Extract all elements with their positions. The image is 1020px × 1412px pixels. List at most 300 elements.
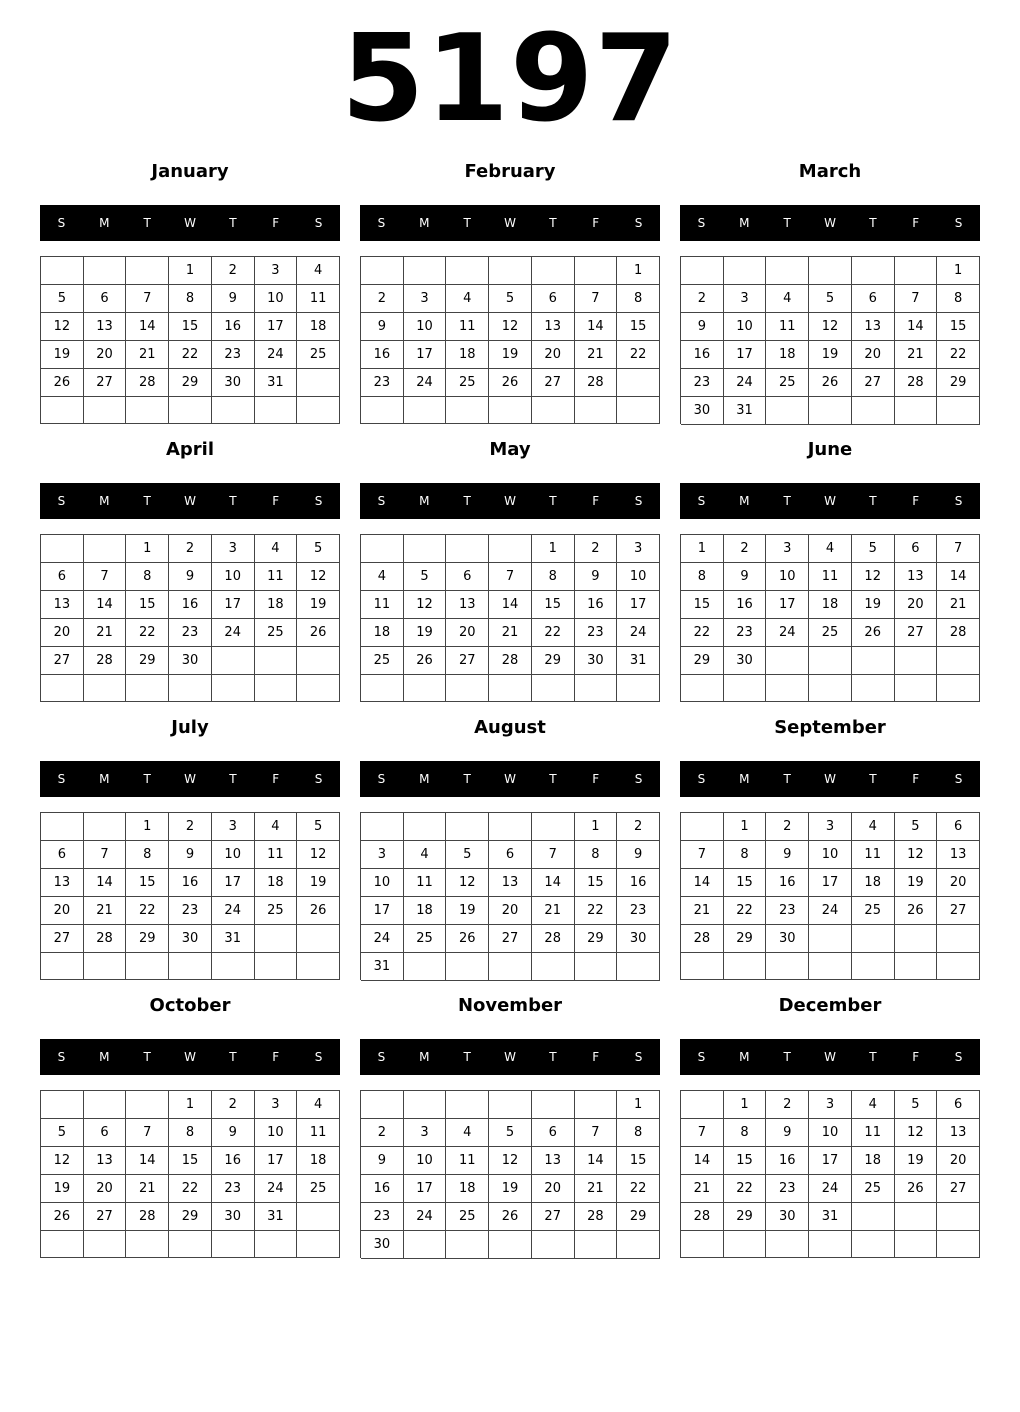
day-cell: 3 [809, 813, 852, 841]
day-cell: 19 [446, 897, 489, 925]
day-cell: 10 [809, 1119, 852, 1147]
weekday-label: T [869, 1050, 877, 1064]
day-cell: 13 [532, 313, 575, 341]
empty-cell [681, 257, 724, 285]
day-cell: 1 [724, 813, 767, 841]
day-cell: 19 [489, 1175, 532, 1203]
day-cell: 16 [212, 313, 255, 341]
day-cell: 2 [575, 535, 618, 563]
day-cell: 31 [255, 369, 298, 397]
day-cell: 13 [84, 313, 127, 341]
day-cell: 29 [937, 369, 980, 397]
day-cell: 12 [489, 313, 532, 341]
empty-cell [766, 397, 809, 425]
day-grid [40, 812, 340, 980]
empty-cell [297, 397, 340, 424]
empty-cell [489, 535, 532, 563]
day-cell: 21 [681, 1175, 724, 1203]
year-title: 5197 [341, 10, 679, 149]
day-cell: 15 [126, 591, 169, 619]
empty-cell [126, 1231, 169, 1258]
day-cell: 9 [361, 313, 404, 341]
empty-cell [532, 397, 575, 424]
day-cell: 26 [895, 897, 938, 925]
day-cell: 21 [126, 341, 169, 369]
day-cell: 9 [766, 1119, 809, 1147]
empty-cell [41, 535, 84, 563]
day-cell: 28 [575, 1203, 618, 1231]
empty-cell [297, 675, 340, 702]
day-cell: 24 [255, 341, 298, 369]
day-cell: 31 [809, 1203, 852, 1231]
empty-cell [489, 813, 532, 841]
day-cell: 31 [212, 925, 255, 953]
empty-cell [404, 257, 447, 285]
day-cell: 4 [255, 535, 298, 563]
day-cell: 23 [361, 369, 404, 397]
day-cell: 1 [724, 1091, 767, 1119]
day-cell: 10 [361, 869, 404, 897]
day-cell: 30 [169, 647, 212, 675]
weekday-label: W [184, 772, 196, 786]
weekday-label: S [314, 772, 323, 786]
empty-cell [84, 1091, 127, 1119]
day-cell: 6 [895, 535, 938, 563]
day-cell: 8 [169, 285, 212, 313]
weekday-label: W [824, 494, 836, 508]
day-grid [40, 1090, 340, 1258]
empty-cell [895, 1203, 938, 1231]
day-cell: 3 [361, 841, 404, 869]
day-cell: 4 [446, 1119, 489, 1147]
weekday-label: T [229, 772, 237, 786]
empty-cell [84, 397, 127, 424]
empty-cell [255, 397, 298, 424]
day-cell: 25 [361, 647, 404, 675]
empty-cell [532, 953, 575, 981]
day-cell: 2 [169, 813, 212, 841]
day-cell: 5 [404, 563, 447, 591]
empty-cell [895, 397, 938, 425]
day-cell: 19 [404, 619, 447, 647]
day-cell: 13 [84, 1147, 127, 1175]
day-cell: 20 [84, 341, 127, 369]
empty-cell [404, 1091, 447, 1119]
empty-cell [852, 953, 895, 980]
empty-cell [169, 675, 212, 702]
day-cell: 24 [361, 925, 404, 953]
day-cell: 22 [724, 897, 767, 925]
empty-cell [895, 925, 938, 953]
day-cell: 15 [937, 313, 980, 341]
day-cell: 30 [617, 925, 660, 953]
day-cell: 4 [297, 1091, 340, 1119]
day-cell: 27 [41, 647, 84, 675]
weekday-label: F [592, 494, 600, 508]
day-cell: 29 [532, 647, 575, 675]
day-cell: 3 [255, 257, 298, 285]
empty-cell [852, 675, 895, 702]
month-name: August [474, 717, 546, 738]
weekday-label: M [739, 494, 750, 508]
day-cell: 20 [446, 619, 489, 647]
day-cell: 2 [212, 257, 255, 285]
empty-cell [361, 397, 404, 424]
day-cell: 6 [489, 841, 532, 869]
day-cell: 30 [724, 647, 767, 675]
day-cell: 17 [255, 313, 298, 341]
day-cell: 5 [41, 1119, 84, 1147]
empty-cell [489, 397, 532, 424]
day-cell: 6 [852, 285, 895, 313]
weekday-label: M [739, 216, 750, 230]
day-cell: 25 [852, 1175, 895, 1203]
day-cell: 4 [446, 285, 489, 313]
day-cell: 19 [41, 1175, 84, 1203]
day-cell: 6 [446, 563, 489, 591]
day-cell: 23 [766, 1175, 809, 1203]
day-cell: 12 [41, 1147, 84, 1175]
empty-cell [41, 953, 84, 980]
month-name: November [457, 995, 563, 1016]
empty-cell [575, 1231, 618, 1259]
empty-cell [126, 1091, 169, 1119]
month-name: April [165, 439, 215, 460]
weekday-label: F [592, 1050, 600, 1064]
month-name: February [464, 161, 556, 182]
empty-cell [404, 535, 447, 563]
empty-cell [255, 953, 298, 980]
day-cell: 20 [41, 897, 84, 925]
day-cell: 4 [404, 841, 447, 869]
weekday-label: W [504, 494, 516, 508]
day-cell: 17 [724, 341, 767, 369]
day-grid [40, 534, 340, 702]
empty-cell [169, 953, 212, 980]
day-cell: 12 [446, 869, 489, 897]
weekday-label: S [57, 494, 66, 508]
day-cell: 18 [297, 1147, 340, 1175]
empty-cell [255, 1231, 298, 1258]
weekday-label: T [463, 216, 471, 230]
day-cell: 19 [489, 341, 532, 369]
weekday-label: M [99, 1050, 110, 1064]
day-cell: 3 [212, 813, 255, 841]
weekday-label: W [824, 772, 836, 786]
day-cell: 31 [617, 647, 660, 675]
day-cell: 10 [255, 1119, 298, 1147]
day-cell: 9 [724, 563, 767, 591]
day-cell: 5 [895, 1091, 938, 1119]
empty-cell [126, 257, 169, 285]
day-cell: 31 [255, 1203, 298, 1231]
day-cell: 30 [766, 1203, 809, 1231]
day-cell: 18 [404, 897, 447, 925]
day-cell: 3 [617, 535, 660, 563]
weekday-label: T [783, 216, 791, 230]
empty-cell [446, 813, 489, 841]
weekday-label: W [504, 216, 516, 230]
weekday-label: T [783, 772, 791, 786]
day-cell: 24 [212, 897, 255, 925]
day-cell: 28 [681, 1203, 724, 1231]
empty-cell [809, 675, 852, 702]
empty-cell [937, 675, 980, 702]
weekday-label: F [272, 772, 280, 786]
weekday-header [680, 205, 980, 241]
day-cell: 22 [937, 341, 980, 369]
day-cell: 27 [84, 369, 127, 397]
day-cell: 27 [532, 369, 575, 397]
empty-cell [41, 1091, 84, 1119]
day-cell: 28 [489, 647, 532, 675]
weekday-label: W [824, 216, 836, 230]
day-cell: 21 [489, 619, 532, 647]
day-cell: 12 [895, 1119, 938, 1147]
empty-cell [212, 647, 255, 675]
day-cell: 3 [766, 535, 809, 563]
day-cell: 13 [489, 869, 532, 897]
empty-cell [446, 1231, 489, 1259]
day-cell: 24 [766, 619, 809, 647]
day-cell: 17 [255, 1147, 298, 1175]
day-cell: 20 [937, 1147, 980, 1175]
day-cell: 14 [84, 869, 127, 897]
weekday-label: F [912, 1050, 920, 1064]
empty-cell [617, 675, 660, 702]
empty-cell [895, 647, 938, 675]
day-cell: 20 [489, 897, 532, 925]
day-cell: 3 [255, 1091, 298, 1119]
day-cell: 27 [532, 1203, 575, 1231]
day-cell: 14 [937, 563, 980, 591]
day-grid [680, 1090, 980, 1258]
day-cell: 26 [297, 619, 340, 647]
empty-cell [895, 257, 938, 285]
day-cell: 8 [681, 563, 724, 591]
day-cell: 26 [489, 369, 532, 397]
weekday-label: S [697, 494, 706, 508]
day-cell: 2 [361, 285, 404, 313]
day-cell: 16 [766, 1147, 809, 1175]
weekday-label: S [377, 494, 386, 508]
empty-cell [895, 953, 938, 980]
day-cell: 4 [852, 1091, 895, 1119]
day-cell: 18 [446, 341, 489, 369]
day-cell: 23 [212, 341, 255, 369]
empty-cell [212, 675, 255, 702]
day-cell: 6 [937, 813, 980, 841]
weekday-label: S [634, 772, 643, 786]
empty-cell [724, 257, 767, 285]
weekday-label: S [314, 216, 323, 230]
day-cell: 13 [41, 869, 84, 897]
day-cell: 21 [126, 1175, 169, 1203]
day-cell: 25 [297, 1175, 340, 1203]
day-cell: 24 [809, 897, 852, 925]
weekday-label: T [549, 494, 557, 508]
day-cell: 20 [895, 591, 938, 619]
day-cell: 1 [126, 813, 169, 841]
empty-cell [852, 925, 895, 953]
day-cell: 15 [169, 1147, 212, 1175]
day-cell: 21 [84, 619, 127, 647]
day-cell: 19 [41, 341, 84, 369]
empty-cell [84, 953, 127, 980]
day-cell: 15 [169, 313, 212, 341]
weekday-label: S [954, 216, 963, 230]
empty-cell [255, 647, 298, 675]
day-cell: 19 [852, 591, 895, 619]
day-cell: 9 [169, 841, 212, 869]
day-cell: 11 [255, 841, 298, 869]
empty-cell [41, 813, 84, 841]
weekday-label: F [272, 216, 280, 230]
empty-cell [809, 925, 852, 953]
day-cell: 5 [809, 285, 852, 313]
day-cell: 12 [41, 313, 84, 341]
day-cell: 11 [446, 1147, 489, 1175]
empty-cell [361, 1091, 404, 1119]
day-cell: 2 [212, 1091, 255, 1119]
month-name: July [171, 717, 209, 738]
empty-cell [84, 675, 127, 702]
day-cell: 28 [681, 925, 724, 953]
day-cell: 5 [895, 813, 938, 841]
weekday-label: T [143, 216, 151, 230]
day-cell: 20 [852, 341, 895, 369]
day-cell: 18 [361, 619, 404, 647]
day-cell: 10 [617, 563, 660, 591]
day-cell: 27 [937, 1175, 980, 1203]
day-cell: 18 [446, 1175, 489, 1203]
day-cell: 10 [404, 1147, 447, 1175]
weekday-label: S [377, 216, 386, 230]
empty-cell [446, 675, 489, 702]
empty-cell [489, 257, 532, 285]
day-cell: 28 [84, 647, 127, 675]
day-cell: 9 [361, 1147, 404, 1175]
day-cell: 26 [809, 369, 852, 397]
day-cell: 22 [126, 897, 169, 925]
weekday-label: M [99, 216, 110, 230]
empty-cell [489, 675, 532, 702]
day-cell: 9 [169, 563, 212, 591]
day-cell: 24 [404, 369, 447, 397]
empty-cell [212, 1231, 255, 1258]
day-cell: 14 [575, 1147, 618, 1175]
day-cell: 10 [255, 285, 298, 313]
day-cell: 1 [937, 257, 980, 285]
empty-cell [681, 953, 724, 980]
day-cell: 29 [681, 647, 724, 675]
day-cell: 5 [297, 813, 340, 841]
day-cell: 16 [361, 1175, 404, 1203]
empty-cell [937, 953, 980, 980]
day-cell: 7 [681, 1119, 724, 1147]
day-cell: 23 [724, 619, 767, 647]
empty-cell [361, 675, 404, 702]
day-cell: 4 [297, 257, 340, 285]
day-cell: 25 [404, 925, 447, 953]
weekday-label: M [99, 494, 110, 508]
weekday-label: T [869, 216, 877, 230]
day-cell: 28 [126, 369, 169, 397]
day-cell: 18 [852, 869, 895, 897]
day-cell: 3 [724, 285, 767, 313]
weekday-label: M [419, 1050, 430, 1064]
empty-cell [532, 1091, 575, 1119]
empty-cell [724, 1231, 767, 1258]
day-grid [360, 534, 660, 702]
day-cell: 20 [532, 1175, 575, 1203]
day-cell: 22 [126, 619, 169, 647]
empty-cell [937, 397, 980, 425]
weekday-label: S [57, 216, 66, 230]
day-cell: 1 [617, 1091, 660, 1119]
day-cell: 9 [766, 841, 809, 869]
day-cell: 27 [852, 369, 895, 397]
day-cell: 24 [617, 619, 660, 647]
day-cell: 22 [617, 341, 660, 369]
day-cell: 14 [681, 1147, 724, 1175]
day-cell: 29 [169, 1203, 212, 1231]
empty-cell [617, 953, 660, 981]
day-cell: 15 [617, 313, 660, 341]
day-cell: 2 [681, 285, 724, 313]
day-cell: 28 [937, 619, 980, 647]
day-cell: 6 [41, 841, 84, 869]
empty-cell [41, 257, 84, 285]
empty-cell [297, 1203, 340, 1231]
day-cell: 9 [681, 313, 724, 341]
weekday-label: S [697, 1050, 706, 1064]
weekday-label: T [229, 494, 237, 508]
day-cell: 5 [852, 535, 895, 563]
day-cell: 5 [41, 285, 84, 313]
day-cell: 13 [895, 563, 938, 591]
empty-cell [895, 1231, 938, 1258]
empty-cell [84, 257, 127, 285]
day-cell: 7 [575, 1119, 618, 1147]
empty-cell [532, 1231, 575, 1259]
day-cell: 18 [297, 313, 340, 341]
day-cell: 22 [169, 1175, 212, 1203]
day-cell: 17 [766, 591, 809, 619]
day-cell: 9 [212, 285, 255, 313]
weekday-label: T [549, 1050, 557, 1064]
weekday-label: T [463, 772, 471, 786]
day-cell: 20 [84, 1175, 127, 1203]
day-cell: 24 [212, 619, 255, 647]
day-cell: 8 [126, 841, 169, 869]
weekday-header [360, 483, 660, 519]
day-cell: 22 [575, 897, 618, 925]
day-cell: 30 [766, 925, 809, 953]
day-cell: 8 [617, 285, 660, 313]
empty-cell [489, 1091, 532, 1119]
empty-cell [126, 953, 169, 980]
day-cell: 2 [766, 813, 809, 841]
day-cell: 4 [255, 813, 298, 841]
empty-cell [41, 675, 84, 702]
empty-cell [361, 535, 404, 563]
weekday-header [40, 1039, 340, 1075]
day-cell: 10 [724, 313, 767, 341]
day-cell: 27 [489, 925, 532, 953]
weekday-header [360, 1039, 660, 1075]
day-cell: 21 [575, 1175, 618, 1203]
